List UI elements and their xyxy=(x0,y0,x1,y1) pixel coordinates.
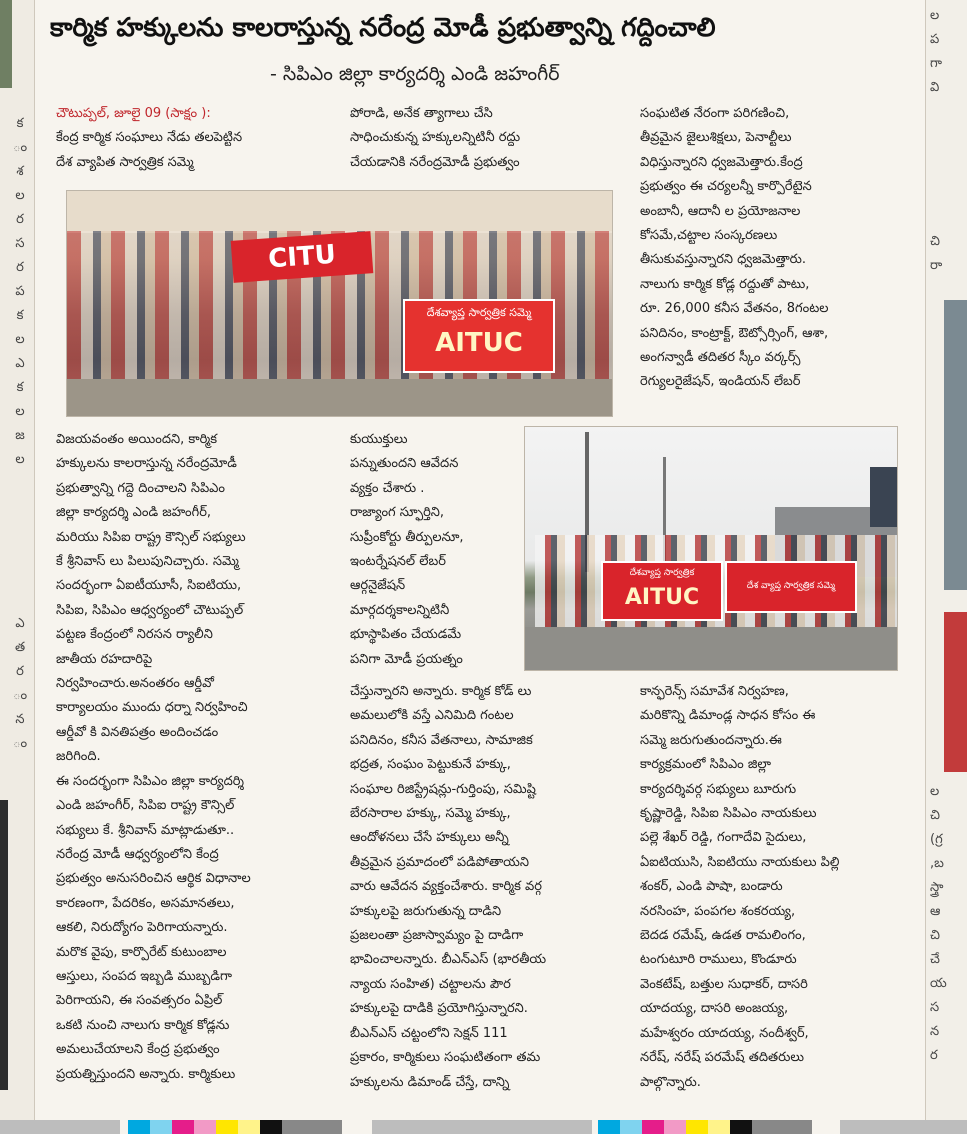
aituc-banner-caption: దేశవ్యాప్త సార్వత్రిక సమ్మె xyxy=(426,306,532,319)
column-3-top-text: సంఘటిత నేరంగా పరిగణించి, తీవ్రమైన జైలుశిక్షలు, పెనాల్టీలు విధిస్తున్నారని ధ్వజమెత్తారు.కేంద్ర ప్రభుత్వం ఈ చర్యలన్నీ కార్పొరేటైన అంబానీ, ఆదానీ ల ప్రయోజనాల కోసమే,చట్టాల సంస్కరణలు తీసుకువస్తున్నారని ధ్వజమెత్తారు. నాలుగు కార్మిక కోడ్ల రద్దుతో పాటు, రూ. 26,000 కనీస వేతనం, 8గంటల పనిదినం, కాంట్రాక్ట్, ఔట్సోర్సింగ్, ఆశా, అంగన్వాడీ తదితర స్కీం వర్కర్స్ రెగ్యులరైజేషన్, ఇండియన్ లేబర్ xyxy=(640,106,829,390)
column-2-mid xyxy=(350,428,520,678)
column-3-bottom xyxy=(640,680,915,1108)
registration-light-yellow-2 xyxy=(708,1120,730,1134)
aituc-banner-title: AITUC xyxy=(435,328,523,358)
column-2-bottom xyxy=(350,680,625,1108)
highway-road xyxy=(525,627,897,670)
building-roof xyxy=(67,191,612,233)
registration-magenta xyxy=(172,1120,194,1134)
adjacent-text-right-top: ల ప గా వి xyxy=(930,8,942,95)
column-1-top-text: కేంద్ర కార్మిక సంఘాలు నేడు తలపెట్టిన దేశ వ్యాపిత సార్వత్రిక సమ్మె xyxy=(56,130,243,170)
registration-gray-5 xyxy=(840,1120,967,1134)
column-1-bottom xyxy=(56,428,338,1108)
adjacent-photo-right-2 xyxy=(944,612,967,772)
column-3-bottom-text: కాన్ఫరెన్స్ సమావేశ నిర్వహణ, మరికొన్ని డిమాండ్ల సాధన కోసం ఈ సమ్మె జరుగుతుందన్నారు.ఈ కార్యక్రమంలో సిపిఎం జిల్లా కార్యదర్శివర్గ సభ్యులు బూరుగు కృష్ణారెడ్డి, సిపిఐ సిపిఎం నాయకులు పల్లె శేఖర్ రెడ్డి, గంగాదేవి సైదులు, ఏఐటియుసి, సిఐటియు నాయకులు పిల్లి శంకర్, ఎండి పాషా, బండారు నరసింహ, పంపగల శంకరయ్య, బెదడ రమేష్, ఉడత రామలింగం, టంగుటూరి రాములు, కొండూరు వెంకటేష్, బత్తుల సుధాకర్, దాసరి యాదయ్య, దాసరి అంజయ్య, మహేశ్వరం యాదయ్య, నందీశ్వర్, నరేష్, నరేష్ పరమేష్ తదితరులు పాల్గొన్నారు. xyxy=(640,684,840,1090)
article-headline: కార్మిక హక్కులను కాలరాస్తున్న నరేంద్ర మోడీ ప్రభుత్వాన్ని గద్దించాలి xyxy=(50,13,716,43)
registration-cyan-2 xyxy=(598,1120,620,1134)
registration-gray-4 xyxy=(752,1120,812,1134)
adjacent-text-left-lower: ఎ త ర ం న ం xyxy=(12,616,28,751)
registration-light-magenta xyxy=(194,1120,216,1134)
adjacent-text-left: క ం శ ల ర స ర ప క ల ఎ క ల జ ల xyxy=(12,116,28,467)
adjacent-photo-left-top xyxy=(0,0,12,88)
registration-gray xyxy=(0,1120,120,1134)
column-2-bottom-text: చేస్తున్నారని అన్నారు. కార్మిక కోడ్ లు అమలులోకి వస్తే ఎనిమిది గంటల పనిదినం, కనీస వేతనాలు, సామాజిక భద్రత, సంఘం పెట్టుకునే హక్కు, సంఘాల రిజిస్ట్రేషన్లు-గుర్తింపు, సమిష్టి బేరసారాల హక్కు, సమ్మె హక్కు, ఆందోళనలు చేసే హక్కులు అన్నీ తీవ్రమైన ప్రమాదంలో పడిపోతాయని వారు ఆవేదన వ్యక్తంచేశారు. కార్మిక వర్గ హక్కులపై జరుగుతున్న దాడిని ప్రజలంతా ప్రజాస్వామ్యం పై దాడిగా భావించాలన్నారు. బీఎన్ఎస్ (భారతీయ న్యాయ సంహిత) చట్టాలను పౌర హక్కులపై దాడికి ప్రయోగిస్తున్నారని. బీఎన్ఎస్ చట్టంలోని సెక్షన్ 111 ప్రకారం, కార్మికులు సంఘటితంగా తమ హక్కులను డిమాండ్ చేస్తే, దాన్ని xyxy=(350,684,547,1090)
aituc-rally-banner-caption: దేశవ్యాప్త సార్వత్రిక xyxy=(629,568,695,578)
adjacent-article-left xyxy=(0,0,35,1134)
adjacent-photo-left-bottom xyxy=(0,800,8,1090)
adjacent-photo-right-1 xyxy=(944,300,967,590)
column-1-bottom-text: విజయవంతం అయిందని, కార్మిక హక్కులను కాలరాస్తున్న నరేంద్రమోడీ ప్రభుత్వాన్ని గద్దె దించాలని సిపిఎం జిల్లా కార్యదర్శి ఎండి జహంగీర్, మరియు సిపిఐ రాష్ట్ర కౌన్సిల్ సభ్యులు కే శ్రీనివాస్ లు పిలుపునిచ్చారు. సమ్మె సందర్భంగా ఏఐటీయూసీ, సిఐటియు, సిపిఐ, సిపిఎం ఆధ్వర్యంలో చౌటుప్పల్ పట్టణ కేంద్రంలో నిరసన ర్యాలీని జాతీయ రహదారిపై నిర్వహించారు.అనంతరం ఆర్డీవో కార్యాలయం ముందు ధర్నా నిర్వహించి ఆర్డీవో కి వినతిపత్రం అందించడం జరిగింది. ఈ సందర్భంగా సిపిఎం జిల్లా కార్యదర్శి ఎండి జహంగీర్, సిపిఐ రాష్ట్ర కౌన్సిల్ సభ్యులు కే. శ్రీనివాస్ మాట్లాడుతూ.. నరేంద్ర మోడీ ఆధ్వర్యంలోని కేంద్ర ప్రభుత్వం అనుసరించిన ఆర్థిక విధానాల కారణంగా, పేదరికం, అసమానతలు, ఆకలి, నిరుద్యోగం పెరిగాయన్నారు. మరొక వైపు, కార్పొరేట్ కుటుంబాల ఆస్తులు, సంపద ఇబ్బడి ముబ్బడిగా పెరిగాయని, ఈ సంవత్సరం ఏప్రిల్ ఒకటి నుంచి నాలుగు కార్మిక కోడ్లను అమలుచేయాలని కేంద్ర ప్రభుత్వం ప్రయత్నిస్తుందని అన్నారు. కార్మికులు xyxy=(56,432,251,1082)
dateline: చౌటుప్పల్, జూలై 09 (సాక్షం ): xyxy=(56,106,211,121)
adjacent-text-right-mid: చి రా xyxy=(930,234,943,273)
article-subheadline: - సిపిఎం జిల్లా కార్యదర్శి ఎండి జహంగీర్ xyxy=(270,63,560,85)
registration-yellow-2 xyxy=(686,1120,708,1134)
registration-gray-2 xyxy=(282,1120,342,1134)
column-3-top xyxy=(640,102,915,412)
ground xyxy=(67,379,612,416)
registration-light-yellow xyxy=(238,1120,260,1134)
building xyxy=(870,467,897,527)
adjacent-article-right xyxy=(925,0,967,1134)
column-2-top xyxy=(350,102,610,182)
aituc-banner xyxy=(403,299,555,373)
registration-yellow xyxy=(216,1120,238,1134)
strike-rally-banner: దేశ వ్యాప్త సార్వత్రిక సమ్మె xyxy=(725,561,857,613)
column-2-mid-text: కుయుక్తులు పన్నుతుందని ఆవేదన వ్యక్తం చేశారు . రాజ్యాంగ స్ఫూర్తిని, సుప్రీంకోర్టు తీర్పులనూ, ఇంటర్నేషనల్ లేబర్ ఆర్గనైజేషన్ మార్గదర్శకాలన్నిటినీ భూస్థాపితం చేయడమే పనిగా మోడీ ప్రయత్నం xyxy=(350,432,464,667)
aituc-rally-banner xyxy=(601,561,723,621)
column-1-top xyxy=(56,102,336,182)
rally-photo-highway xyxy=(524,426,898,671)
aituc-rally-banner-title: AITUC xyxy=(624,585,700,610)
adjacent-text-right-bottom: ల చి (గ్ర ,బ స్త్రా ఆ చి చే య స న ర xyxy=(930,784,947,1063)
registration-cyan xyxy=(128,1120,150,1134)
registration-light-cyan xyxy=(150,1120,172,1134)
registration-magenta-2 xyxy=(642,1120,664,1134)
registration-light-magenta-2 xyxy=(664,1120,686,1134)
column-2-top-text: పోరాడి, అనేక త్యాగాలు చేసి సాధించుకున్న హక్కులన్నిటినీ రద్దు చేయడానికి నరేంద్రమోడీ ప్రభుత్వం xyxy=(350,106,521,170)
registration-light-cyan-2 xyxy=(620,1120,642,1134)
registration-black xyxy=(260,1120,282,1134)
registration-black-2 xyxy=(730,1120,752,1134)
rally-photo-dharna xyxy=(66,190,613,417)
registration-gray-3 xyxy=(372,1120,592,1134)
citu-banner: CITU xyxy=(231,231,374,283)
